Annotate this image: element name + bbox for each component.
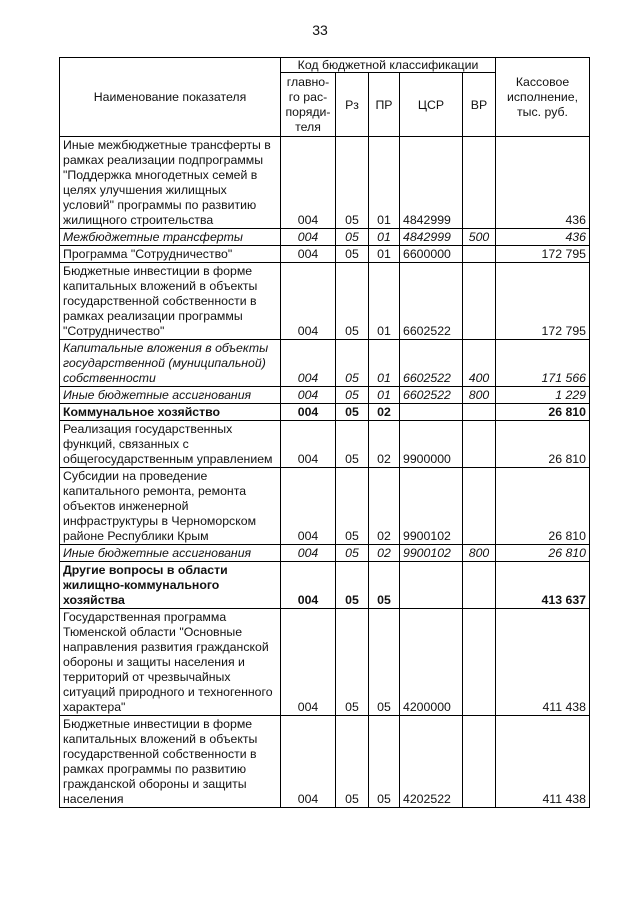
row-csr: 4842999: [400, 137, 463, 229]
row-rz: 05: [336, 421, 369, 468]
row-name-line: инфраструктуры в Черноморском: [63, 514, 257, 528]
row-csr: 6602522: [400, 340, 463, 387]
row-rz: 05: [336, 562, 369, 609]
row-rz: 05: [336, 545, 369, 562]
row-name-line: ситуаций природного и техногенного: [63, 685, 273, 699]
header-sum-line: Кассовое: [515, 75, 570, 89]
row-name: [60, 246, 281, 263]
row-glav: 004: [281, 468, 336, 545]
header-pr: ПР: [369, 73, 400, 137]
row-pr: 02: [369, 421, 400, 468]
row-vr: 800: [463, 545, 496, 562]
table-row: [60, 421, 590, 468]
row-glav: 004: [281, 609, 336, 716]
row-csr: [400, 404, 463, 421]
row-name-line: государственной (муниципальной): [63, 356, 266, 370]
row-csr: [400, 562, 463, 609]
row-rz: 05: [336, 404, 369, 421]
table-row: [60, 137, 590, 229]
table-row: [60, 387, 590, 404]
table-row: [60, 246, 590, 263]
row-sum: 413 637: [496, 562, 590, 609]
table-row: [60, 609, 590, 716]
row-vr: [463, 716, 496, 808]
header-sum: [496, 58, 590, 137]
row-name-line: Межбюджетные трансферты: [63, 230, 243, 244]
row-rz: 05: [336, 263, 369, 340]
row-rz: 05: [336, 387, 369, 404]
row-vr: [463, 421, 496, 468]
row-name-line: Программа "Сотрудничество": [63, 247, 233, 261]
row-vr: [463, 468, 496, 545]
row-name-line: территорий от чрезвычайных: [63, 670, 231, 684]
row-vr: 800: [463, 387, 496, 404]
row-sum: 172 795: [496, 263, 590, 340]
row-csr: 4842999: [400, 229, 463, 246]
row-pr: 05: [369, 609, 400, 716]
table-row: [60, 263, 590, 340]
row-csr: 6600000: [400, 246, 463, 263]
row-name-line: хозяйства: [63, 593, 125, 607]
header-csr: ЦСР: [400, 73, 463, 137]
row-name-line: гражданской обороны и защиты: [63, 777, 247, 791]
row-sum: 26 810: [496, 404, 590, 421]
row-glav: 004: [281, 137, 336, 229]
row-glav: 004: [281, 404, 336, 421]
row-name: [60, 468, 281, 545]
header-glav-line: го рас-: [288, 90, 328, 104]
table-row: [60, 404, 590, 421]
row-name-line: рамках программы по развитию: [63, 762, 247, 776]
row-sum: 436: [496, 137, 590, 229]
row-glav: 004: [281, 246, 336, 263]
row-name-line: характера": [63, 700, 126, 714]
row-rz: 05: [336, 137, 369, 229]
row-rz: 05: [336, 716, 369, 808]
row-sum: 436: [496, 229, 590, 246]
header-glav: [281, 73, 336, 137]
row-csr: 9900102: [400, 545, 463, 562]
header-name: Наименование показателя: [60, 58, 281, 137]
row-name-line: рамках реализации подпрограммы: [63, 153, 264, 167]
row-pr: 02: [369, 545, 400, 562]
row-name-line: Бюджетные инвестиции в форме: [63, 264, 253, 278]
row-pr: 02: [369, 468, 400, 545]
header-glav-line: главно-: [286, 75, 330, 89]
row-name-line: районе Республики Крым: [63, 529, 209, 543]
page-number: 33: [312, 22, 328, 38]
row-csr: 6602522: [400, 263, 463, 340]
row-name-line: обороны и защиты населения и: [63, 655, 245, 669]
row-pr: 01: [369, 263, 400, 340]
header-glav-line: поряди-: [285, 105, 331, 119]
row-glav: 004: [281, 263, 336, 340]
row-name-line: Реализация государственных: [63, 422, 233, 436]
table-row: [60, 562, 590, 609]
row-sum: 26 810: [496, 545, 590, 562]
row-glav: 004: [281, 387, 336, 404]
row-pr: 01: [369, 137, 400, 229]
row-name-line: Иные бюджетные ассигнования: [63, 546, 252, 560]
row-name-line: Капитальные вложения в объекты: [63, 341, 269, 355]
row-name-line: общегосударственным управлением: [63, 452, 273, 466]
table-row: [60, 468, 590, 545]
row-pr: 05: [369, 716, 400, 808]
row-name-line: Тюменской области "Основные: [63, 625, 243, 639]
row-name: [60, 404, 281, 421]
table-row: [60, 716, 590, 808]
row-name-line: государственной собственности в: [63, 747, 257, 761]
row-vr: [463, 137, 496, 229]
row-vr: 500: [463, 229, 496, 246]
row-sum: 411 438: [496, 609, 590, 716]
budget-table: [59, 57, 590, 808]
row-csr: 6602522: [400, 387, 463, 404]
row-name-line: Бюджетные инвестиции в форме: [63, 717, 253, 731]
header-code-group: Код бюджетной классификации: [281, 58, 496, 73]
table-row: [60, 229, 590, 246]
row-name-line: условий" программы по развитию: [63, 198, 257, 212]
row-csr: 4202522: [400, 716, 463, 808]
row-name-line: рамках реализации программы: [63, 309, 243, 323]
row-vr: 400: [463, 340, 496, 387]
row-vr: [463, 562, 496, 609]
row-name-line: объектов инженерной: [63, 499, 189, 513]
row-name: [60, 562, 281, 609]
row-name-line: капитальных вложений в объекты: [63, 732, 258, 746]
row-glav: 004: [281, 716, 336, 808]
row-sum: 172 795: [496, 246, 590, 263]
row-sum: 171 566: [496, 340, 590, 387]
row-name: [60, 545, 281, 562]
row-name: [60, 229, 281, 246]
row-sum: 26 810: [496, 421, 590, 468]
row-vr: [463, 609, 496, 716]
row-name: [60, 609, 281, 716]
row-sum: 1 229: [496, 387, 590, 404]
row-rz: 05: [336, 609, 369, 716]
row-glav: 004: [281, 340, 336, 387]
row-name-line: государственной собственности в: [63, 294, 257, 308]
row-rz: 05: [336, 340, 369, 387]
row-pr: 02: [369, 404, 400, 421]
row-vr: [463, 246, 496, 263]
row-name: [60, 263, 281, 340]
row-glav: 004: [281, 421, 336, 468]
row-name: [60, 716, 281, 808]
row-name: [60, 387, 281, 404]
row-name-line: жилищного строительства: [63, 213, 214, 227]
row-name-line: населения: [63, 792, 124, 806]
row-sum: 411 438: [496, 716, 590, 808]
row-rz: 05: [336, 229, 369, 246]
row-name-line: целях улучшения жилищных: [63, 183, 227, 197]
row-sum: 26 810: [496, 468, 590, 545]
row-name-line: "Поддержка многодетных семей в: [63, 168, 258, 182]
row-csr: 9900102: [400, 468, 463, 545]
row-pr: 01: [369, 229, 400, 246]
row-glav: 004: [281, 545, 336, 562]
row-glav: 004: [281, 229, 336, 246]
row-name-line: капитального ремонта, ремонта: [63, 484, 247, 498]
row-rz: 05: [336, 246, 369, 263]
row-rz: 05: [336, 468, 369, 545]
header-glav-line: теля: [295, 120, 321, 134]
row-pr: 01: [369, 246, 400, 263]
row-glav: 004: [281, 562, 336, 609]
row-pr: 01: [369, 340, 400, 387]
row-name-line: Государственная программа: [63, 610, 227, 624]
header-sum-line: исполнение,: [507, 90, 578, 104]
row-name-line: функций, связанных с: [63, 437, 189, 451]
header-sum-line: тыс. руб.: [517, 105, 568, 119]
row-vr: [463, 263, 496, 340]
row-name-line: Иные межбюджетные трансферты в: [63, 138, 271, 152]
row-name-line: Субсидии на проведение: [63, 469, 208, 483]
row-name: [60, 340, 281, 387]
row-pr: 01: [369, 387, 400, 404]
table-row: [60, 545, 590, 562]
row-name-line: Другие вопросы в области: [63, 563, 228, 577]
row-csr: 4200000: [400, 609, 463, 716]
table-row: [60, 340, 590, 387]
row-name: [60, 137, 281, 229]
row-name-line: Коммунальное хозяйство: [63, 405, 221, 419]
header-rz: Рз: [336, 73, 369, 137]
row-name-line: направления развития гражданской: [63, 640, 269, 654]
row-name: [60, 421, 281, 468]
row-name-line: жилищно-коммунального: [63, 578, 220, 592]
header-vr: ВР: [463, 73, 496, 137]
row-pr: 05: [369, 562, 400, 609]
row-name-line: капитальных вложений в объекты: [63, 279, 258, 293]
row-name-line: Иные бюджетные ассигнования: [63, 388, 252, 402]
row-vr: [463, 404, 496, 421]
row-name-line: собственности: [63, 371, 156, 385]
row-name-line: "Сотрудничество": [63, 324, 165, 338]
row-csr: 9900000: [400, 421, 463, 468]
